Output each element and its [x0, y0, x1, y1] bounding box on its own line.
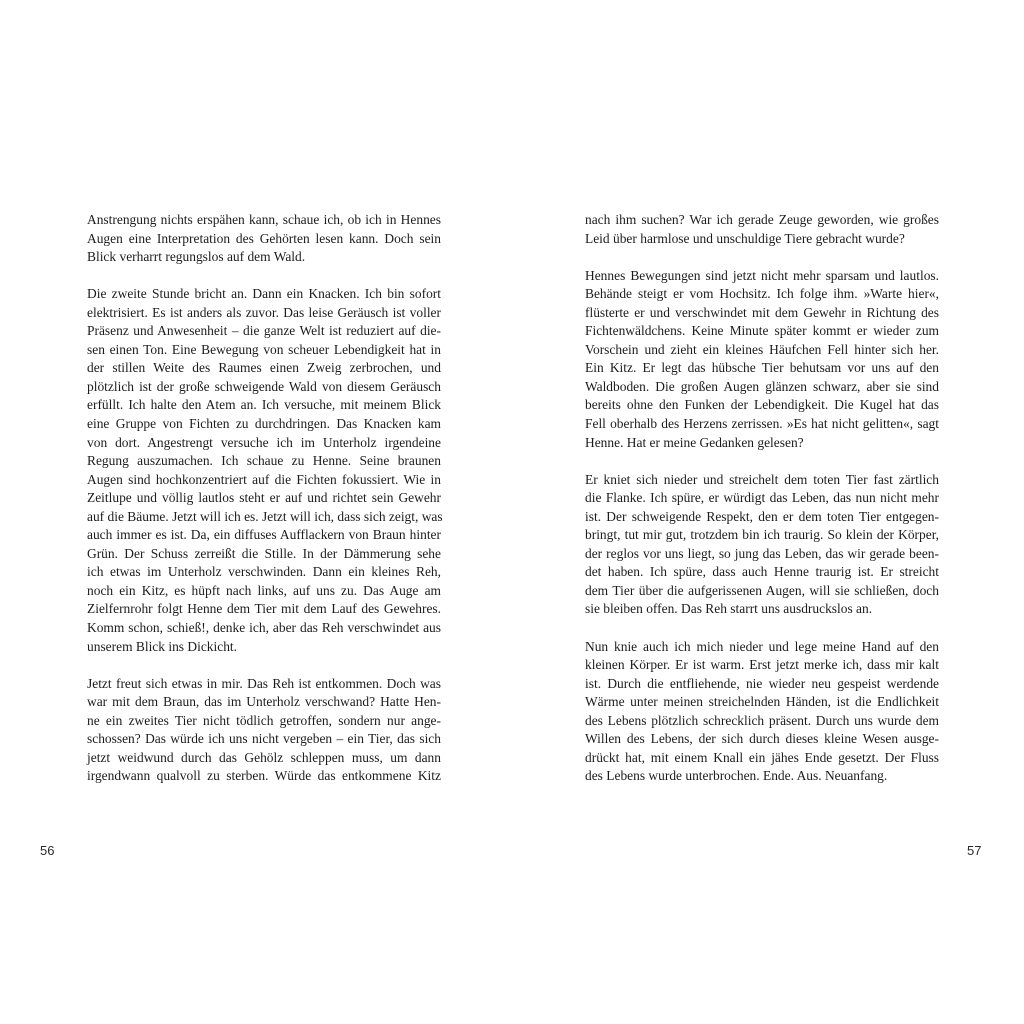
text-line: Zeitlupe und völlig lautlos steht er auf und richtet sein Gewehr [87, 490, 441, 506]
text-line: Blick verharrt regungslos auf dem Wald. [87, 249, 306, 265]
text-line: war mit dem Braun, das im Unterholz verschwand? Hatte Hen- [87, 694, 441, 710]
text-line: Die zweite Stunde bricht an. Dann ein Knacken. Ich bin sofort [87, 286, 441, 302]
text-line: bringt, tut mir gut, trotzdem bin ich traurig. So klein der Körper, [585, 527, 939, 543]
text-line: Behände steigt er vom Hochsitz. Ich folge ihm. »Warte hier«, [585, 286, 939, 302]
text-line: Anstrengung nichts erspähen kann, schaue ich, ob ich in Hennes [87, 212, 441, 227]
text-line: drückt hat, mit einem Knall ein jähes Ende gesetzt. Der Fluss [585, 749, 939, 765]
text-line: Leid über harmlose und unschuldige Tiere gebracht wurde? [585, 230, 905, 246]
text-line: des Lebens plötzlich schrecklich präsent. Durch uns wurde dem [585, 712, 939, 728]
text-line: ich etwas im Unterholz verschwinden. Dann ein kleines Reh, [87, 564, 441, 580]
text-line: noch ein Kitz, es hüpft nach links, auf uns zu. Das Auge am [87, 582, 441, 598]
text-line: Fichtenwäldchens. Keine Minute später kommt er wieder zum [585, 323, 939, 339]
paragraph [585, 211, 939, 248]
text-line: kleinen Körper. Er ist warm. Erst jetzt merke ich, dass mir kalt [585, 657, 939, 673]
text-line: Wärme unter meinen streichelnden Händen, ist die Endlichkeit [585, 694, 939, 710]
paragraph [87, 211, 441, 267]
paragraph [87, 285, 441, 656]
text-line: ist. Der schweigende Respekt, den er dem toten Tier entgegen- [585, 508, 939, 524]
text-line: Augen sind hochkonzentriert auf die Fichten fokussiert. Wie in [87, 471, 441, 487]
paragraph [87, 675, 441, 786]
text-line: det haben. Ich spüre, dass auch Henne traurig ist. Er streicht [585, 564, 939, 580]
text-line: ist. Durch die entfliehende, nie wieder neu gespeist werdende [585, 675, 939, 691]
text-line: von dort. Angestrengt versuche ich im Unterholz irgendeine [87, 434, 441, 450]
text-line: Zielfernrohr folgt Henne dem Tier mit dem Lauf des Gewehres. [87, 601, 441, 617]
text-line: der reglos vor uns liegt, so jung das Leben, das wir gerade been- [585, 545, 939, 561]
text-line: Komm schon, schieß!, denke ich, aber das Reh verschwindet aus [87, 620, 441, 636]
paragraph [585, 267, 939, 452]
text-line: plötzlich ist der große schweigende Wald von diesem Geräusch [87, 378, 441, 394]
text-line: ne ein zweites Tier nicht tödlich getroffen, sondern nur ange- [87, 712, 441, 728]
text-line: Nun knie auch ich mich nieder und lege meine Hand auf den [585, 638, 939, 654]
text-line: dem Tier über die aufgerissenen Augen, will sie schließen, doch [585, 582, 939, 598]
text-line: Hennes Bewegungen sind jetzt nicht mehr sparsam und lautlos. [585, 267, 939, 283]
text-line: Präsenz und Anwesenheit – die ganze Welt ist reduziert auf die- [87, 323, 441, 339]
text-line: jetzt weidwund durch das Gehölz schleppen muss, um dann [87, 749, 441, 765]
text-line: sie bleiben offen. Das Reh starrt uns ausdruckslos an. [585, 601, 873, 617]
left-page-text [87, 211, 441, 786]
text-line: Waldboden. Die großen Augen glänzen schwarz, aber sie sind [585, 378, 939, 394]
text-line: Grün. Der Schuss zerreißt die Stille. In der Dämmerung sehe [87, 545, 441, 561]
text-line: der stillen Weite des Raumes einen Zweig zerbrochen, und [87, 360, 441, 376]
text-line: schossen? Das würde ich uns nicht vergeben – ein Tier, das sich [87, 731, 441, 747]
text-line: flüsterte er und verschwindet mit dem Gewehr in Richtung des [585, 304, 939, 320]
text-line: auch immer es ist. Da, ein diffuses Aufflackern von Braun hinter [87, 527, 441, 543]
paragraph [585, 638, 939, 786]
page-number-left: 56 [40, 843, 55, 858]
text-line: bereits ohne den Funken der Lebendigkeit. Die Kugel hat das [585, 397, 939, 413]
right-page-text [585, 211, 939, 786]
text-line: Henne. Hat er meine Gedanken gelesen? [585, 434, 804, 450]
text-line: Willen des Lebens, der sich durch dieses kleine Wesen ausge- [585, 731, 939, 747]
text-line: Fell oberhalb des Herzens zerrissen. »Es hat nicht gelitten«, sagt [585, 416, 939, 432]
text-line: nach ihm suchen? War ich gerade Zeuge geworden, wie großes [585, 212, 939, 227]
text-line: Vorschein und zieht ein kleines Häufchen Fell hinter sich her. [585, 341, 939, 357]
text-line: unserem Blick ins Dickicht. [87, 638, 238, 654]
text-line: erfüllt. Ich halte den Atem an. Ich versuche, mit meinem Blick [87, 397, 441, 413]
text-line: eine Gruppe von Fichten zu durchdringen. Das Knacken kam [87, 416, 441, 432]
page-number-right: 57 [967, 843, 982, 858]
text-line: sen einen Ton. Eine Bewegung von scheuer Lebendigkeit hat in [87, 341, 441, 357]
text-line: Er kniet sich nieder und streichelt dem toten Tier fast zärtlich [585, 471, 939, 487]
text-line: elektrisiert. Es ist anders als zuvor. Das leise Geräusch ist voller [87, 304, 441, 320]
text-line: Jetzt freut sich etwas in mir. Das Reh ist entkommen. Doch was [87, 675, 441, 691]
text-line: Regung auszumachen. Ich schaue zu Henne. Seine braunen [87, 453, 441, 469]
text-line: irgendwann qualvoll zu sterben. Würde das entkommene Kitz [87, 768, 441, 784]
text-line: Ein Kitz. Er legt das hübsche Tier behutsam vor uns auf den [585, 360, 939, 376]
paragraph [585, 471, 939, 619]
text-line: die Flanke. Ich spüre, er würdigt das Leben, das nun nicht mehr [585, 490, 939, 506]
text-line: des Lebens wurde unterbrochen. Ende. Aus. Neuanfang. [585, 768, 888, 784]
text-line: auf die Bäume. Jetzt will ich es. Jetzt will ich, dass sich zeigt, was [87, 508, 443, 524]
text-line: Augen eine Interpretation des Gehörten lesen kann. Doch sein [87, 230, 441, 246]
